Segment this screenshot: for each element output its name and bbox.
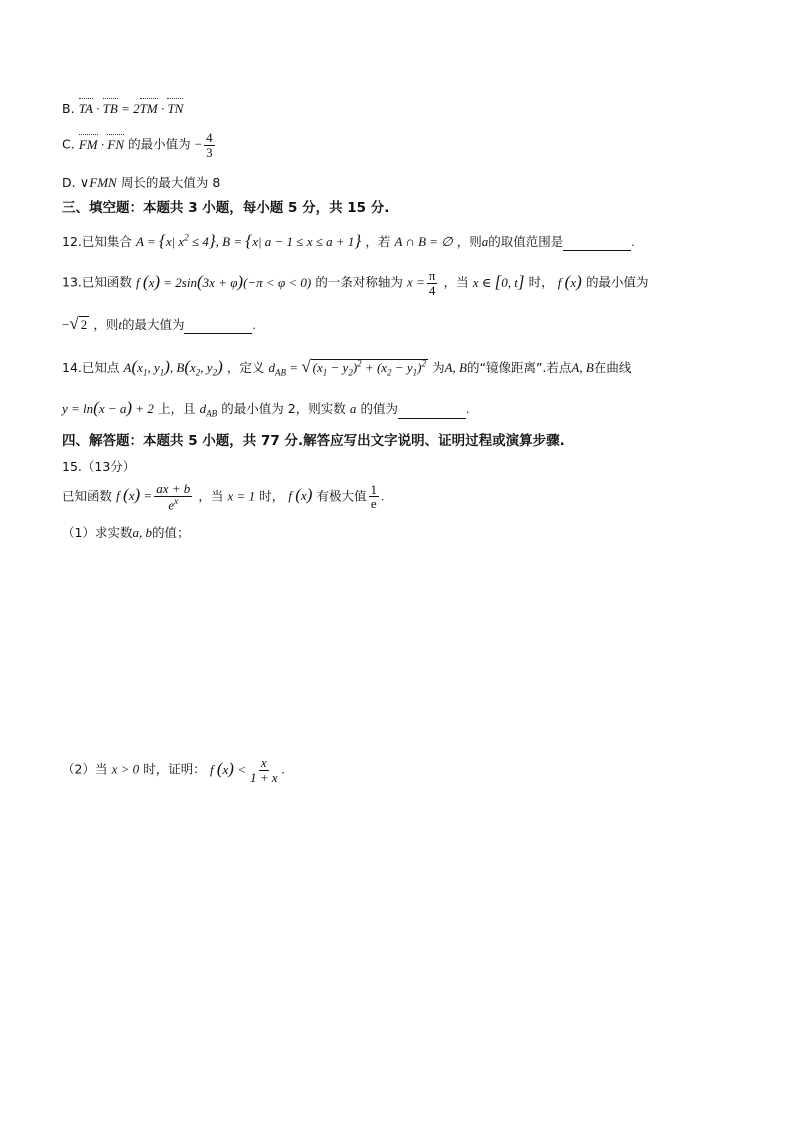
answer-blank-14[interactable]	[398, 406, 466, 419]
option-d	[62, 175, 220, 192]
fraction-x-over-1-plus-x: $\frac{x}{1 + x}$	[249, 755, 278, 785]
option-c-formula: FM · FN	[78, 136, 124, 152]
fraction-minus-4-3: $\frac{4}{3}$	[206, 130, 213, 160]
option-b	[62, 101, 183, 118]
question-15-part-1: （1）求实数a, b的值；	[62, 525, 190, 540]
question-15-header: 15.（13分）	[62, 459, 136, 474]
option-c-label: C.	[62, 136, 75, 152]
question-13: 13.已知函数 f (x) = 2sin(3x + φ)(−π < φ < 0) 的一条对称轴为 x = $\frac{\pi}{4}$ ，当 x ∈ [0, t] 时， f (x) 的最小值为	[62, 268, 649, 298]
option-c: C. FM · FN 的最小值为 − $\frac{4}{3}$	[62, 130, 213, 160]
answer-blank-12[interactable]	[563, 238, 631, 251]
option-c-text: 的最小值为	[128, 136, 191, 152]
triangle-fmn: ∨FMN	[79, 175, 117, 190]
question-14-line-2: y = ln(x − a) + 2 上，且 $d_{AB}$ 的最小值为 2，则实数 a 的值为 .	[62, 398, 470, 419]
fraction-1-over-e: $\frac{1}{e}$	[370, 481, 378, 512]
question-12: 12.已知集合 A = {x| $x^2 \le 4$}, B = {x| a − 1 ≤ x ≤ a + 1} ，若 A ∩ B = ∅ ，则a的取值范围是 .	[62, 231, 635, 250]
fraction-ax-plus-b-over-ex: $\frac{ax + b}{e^x}$	[156, 481, 191, 512]
answer-blank-13[interactable]	[184, 321, 252, 334]
fraction-pi-4: $\frac{\pi}{4}$	[428, 268, 436, 298]
option-b-formula: TA · TB = 2TM · TN	[78, 101, 184, 116]
section-4-heading: 四、解答题：本题共 5 小题，共 77 分.解答应写出文字说明、证明过程或演算步骤.	[62, 433, 565, 449]
mirror-distance-formula: $d_{AB}$ = √ $(x_1 - y_2)^2 + (x_2 - y_1)^2$	[268, 357, 426, 378]
question-13-line-2: −√ 2 ，则t的最大值为 .	[62, 314, 256, 333]
question-15-part-2: （2）当 x > 0 时，证明： f (x) < $\frac{x}{1 + x}$ .	[62, 755, 285, 785]
question-14: 14.已知点 $A(x_1$, $y_1$), $B(x_2$, $y_2$) ，定义 $d_{AB}$ = √ $(x_1 - y_2)^2 + (x_2 - y_1)^2$ 为A, B的“镜像距离”.若点A, B在曲线	[62, 357, 632, 378]
set-a-definition: A = {x| $x^2 \le 4$}, B = {x| a − 1 ≤ x ≤ a + 1}	[136, 231, 362, 250]
question-15-stem: 已知函数 f (x) = $\frac{ax + b}{e^x}$ ，当 x = 1 时， f (x) 有极大值 $\frac{1}{e}$ .	[62, 481, 385, 512]
option-d-text: 周长的最大值为 8	[120, 175, 221, 190]
option-b-label: B.	[62, 101, 75, 116]
section-3-heading: 三、填空题：本题共 3 小题，每小题 5 分，共 15 分.	[62, 200, 390, 216]
option-d-label: D.	[62, 175, 76, 190]
